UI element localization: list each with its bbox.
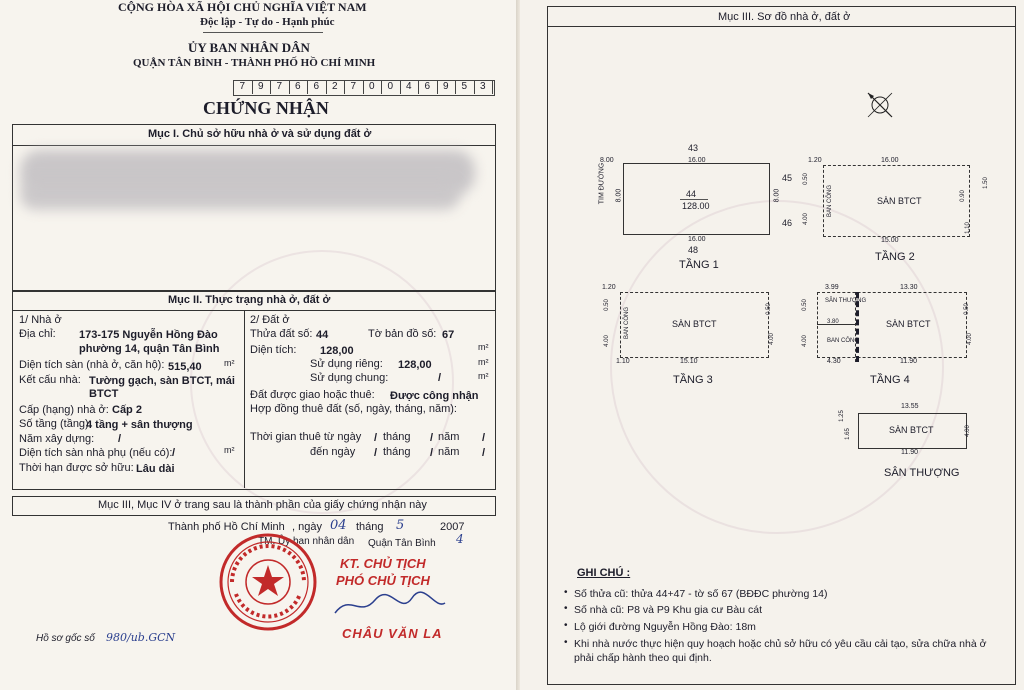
land-area-unit: m² (478, 342, 489, 352)
serial-digit: 5 (455, 80, 475, 94)
footer-note: Mục III, Mục IV ở trang sau là thành phần của giấy chứng nhận này (98, 499, 427, 511)
signer-role-2: PHÓ CHỦ TỊCH (336, 573, 430, 588)
serial-digit: 9 (437, 80, 457, 94)
shared-use-value: / (438, 372, 442, 384)
floor-1-depth-right: 8.00 (773, 188, 781, 203)
signing-year: 2007 (440, 521, 465, 533)
floor-3-side-a: 0.50 (603, 299, 610, 311)
floor-4-right-b: 4.00 (966, 333, 973, 345)
floor-3-bottom-left: 1.10 (616, 358, 630, 365)
floor-3-balcony: BAN CÔNG (624, 306, 631, 340)
year-built-value: / (118, 433, 122, 445)
structure-value-2: BTCT (89, 388, 119, 400)
floor-1-depth-left: 8.00 (615, 188, 623, 203)
north-arrow-icon (865, 90, 895, 120)
roof-top-dim: 13.55 (901, 403, 919, 410)
address-value: 173-175 Nguyễn Hồng Đào (79, 329, 218, 341)
private-use-unit: m² (478, 357, 489, 367)
floor-4-room: SÀN BTCT (886, 319, 931, 329)
signer-role-1: KT. CHỦ TỊCH (340, 556, 426, 571)
land-area-value: 128,00 (320, 345, 354, 357)
signer-name: CHÂU VĂN LA (342, 626, 443, 641)
floor-4-mid-dim: 3.80 (827, 319, 839, 325)
serial-digit: 6 (289, 80, 309, 94)
neighbor-45: 45 (782, 173, 793, 183)
floors-label: Số tầng (tầng): (19, 418, 92, 430)
grade-label: Cấp (hạng) nhà ở: (19, 404, 109, 416)
serial-digit: 7 (344, 80, 364, 94)
map-sheet-label: Tờ bản đồ số: (368, 328, 437, 340)
floor-3-right-dim: 4.00 (768, 333, 775, 345)
floor-4-label: TẦNG 4 (870, 374, 910, 386)
certificate-back-page (520, 0, 1024, 690)
note-item: Khi nhà nước thực hiện quy hoạch hoặc chủ sở hữu có yêu cầu cải tạo, sửa chữa nhà ở phải chấp hành theo qui định. (574, 638, 987, 664)
floor-3-left-dim: 1.20 (602, 284, 616, 291)
section-2-title: Mục II. Thực trạng nhà ở, đất ở (168, 294, 331, 306)
floor-2-side-c: 0.90 (959, 190, 966, 202)
aux-area-value: / (172, 447, 176, 459)
serial-digit: 3 (474, 80, 494, 94)
handwritten-note: 4 (456, 532, 464, 546)
lease-to-day: / (374, 447, 378, 459)
serial-digit: 7 (270, 80, 290, 94)
allocation-label: Đất được giao hoặc thuê: (250, 389, 375, 401)
on-behalf-label: TM. Ủy ban nhân dân (258, 536, 355, 547)
section-1-title: Mục I. Chủ sở hữu nhà ở và sử dụng đất ở (148, 128, 372, 140)
floor-4-bottom-dim: 4.30 (827, 358, 841, 365)
floor-4-right-a: 0.50 (963, 303, 970, 315)
notes-title: GHI CHÚ : (577, 567, 631, 579)
structure-label: Kết cấu nhà: (19, 374, 81, 386)
floor-4-left-a: 0.50 (801, 299, 808, 311)
land-heading: 2/ Đất ở (250, 314, 290, 326)
floor-2-left-dim: 1.20 (808, 157, 822, 164)
floor-3-side-b: 4.00 (603, 335, 610, 347)
floor-3-bottom-dim: 15.10 (680, 358, 698, 365)
certificate-title: CHỨNG NHẬN (203, 98, 329, 118)
note-bullet: • (564, 637, 568, 648)
floors-value: 4 tầng + sân thượng (86, 419, 193, 431)
lease-to-month-label: tháng (383, 446, 411, 458)
lease-from-year-label: năm (438, 431, 460, 443)
year-built-label: Năm xây dựng: (19, 433, 95, 445)
floor-3-side-c: 0.50 (765, 303, 772, 315)
lease-from-day: / (374, 432, 378, 444)
lease-to-label: đến ngày (310, 446, 356, 458)
floor-2-side-e: 1.10 (964, 222, 971, 234)
floor-2-room: SÀN BTCT (877, 196, 922, 206)
floor-2-label: TẦNG 2 (875, 251, 915, 263)
serial-digit: 2 (326, 80, 346, 94)
month-label: tháng (356, 521, 384, 533)
floor-4-top-left: 3.99 (825, 284, 839, 291)
official-red-seal (218, 532, 318, 632)
floor-4-bottom-right: 11.90 (900, 358, 917, 365)
serial-digit: 7 (233, 80, 253, 94)
roof-bottom-dim: 11.90 (901, 449, 918, 456)
lease-from-label: Thời gian thuê từ ngày (250, 431, 362, 443)
parcel-value: 44 (316, 329, 329, 341)
floor-1-parcel-no: 44 (686, 189, 697, 199)
private-use-value: 128,00 (398, 359, 432, 371)
on-behalf-district: Quận Tân Bình (368, 538, 436, 549)
floor-3-label: TẦNG 3 (673, 374, 713, 386)
floor-1-parcel-area: 128.00 (682, 201, 710, 211)
note-item: Số nhà cũ: P8 và P9 Khu gia cư Bàu cát (574, 604, 762, 616)
floor-2-side-d: 1.50 (982, 177, 989, 189)
roof-room: SÀN BTCT (889, 425, 934, 435)
floor-3-room: SÀN BTCT (672, 319, 717, 329)
structure-value: Tường gạch, sàn BTCT, mái (89, 375, 235, 387)
motto: Độc lập - Tự do - Hạnh phúc (200, 16, 335, 28)
term-label: Thời hạn được sở hữu: (19, 462, 134, 474)
lease-contract-label: Hợp đồng thuê đất (số, ngày, tháng, năm): (250, 403, 457, 415)
floor-2-side-b: 4.00 (802, 213, 809, 225)
country-title: CỘNG HÒA XÃ HỘI CHỦ NGHĨA VIỆT NAM (118, 0, 367, 14)
house-area-unit: m² (224, 358, 235, 368)
neighbor-48: 48 (688, 245, 699, 255)
floor-2-top-dim: 16.00 (881, 157, 899, 164)
private-use-label: Sử dụng riêng: (310, 358, 383, 370)
roof-right-dim: 4.00 (964, 425, 971, 437)
day-label: , ngày (292, 521, 322, 533)
note-bullet: • (564, 587, 568, 598)
floor-2-balcony: BAN CÔNG (827, 184, 834, 218)
lease-from-month: / (430, 432, 434, 444)
floor-4-left-b: 4.00 (801, 335, 808, 347)
road-label: TIM ĐƯỜNG (598, 162, 606, 205)
grade-value: Cấp 2 (112, 404, 142, 416)
neighbor-43: 43 (688, 143, 699, 153)
serial-digit: 4 (400, 80, 420, 94)
signing-month: 5 (396, 518, 405, 533)
roof-left-a: 1.25 (838, 410, 845, 422)
serial-digit: 9 (252, 80, 272, 94)
floor-4-top-right: 13.30 (900, 284, 918, 291)
neighbor-46: 46 (782, 218, 793, 228)
shared-use-label: Sử dụng chung: (310, 372, 389, 384)
file-number-value: 980/ub.GCN (106, 631, 176, 644)
aux-area-unit: m² (224, 445, 235, 455)
floor-2-bottom-dim: 15.00 (881, 237, 899, 244)
allocation-value: Được công nhận (390, 390, 479, 402)
floor-4-balcony: BAN CÔNG (827, 338, 860, 344)
roof-left-b: 1.65 (844, 428, 851, 440)
land-area-label: Diện tích: (250, 344, 297, 356)
parcel-label: Thửa đất số: (250, 328, 313, 340)
lease-from-year: / (482, 432, 486, 444)
address-label: Địa chỉ: (19, 328, 56, 340)
house-heading: 1/ Nhà ở (19, 314, 62, 326)
shared-use-unit: m² (478, 371, 489, 381)
aux-area-label: Diện tích sàn nhà phụ (nếu có): (19, 447, 173, 459)
address-value-2: phường 14, quận Tân Bình (79, 343, 220, 355)
lease-to-month: / (430, 447, 434, 459)
road-distance: 8.00 (600, 157, 614, 164)
note-item: Số thửa cũ: thửa 44+47 - tờ số 67 (BĐĐC phường 14) (574, 588, 828, 600)
lease-to-year-label: năm (438, 446, 460, 458)
signing-place: Thành phố Hồ Chí Minh (168, 521, 285, 533)
floor-1-label: TẦNG 1 (679, 259, 719, 271)
serial-digit: 0 (381, 80, 401, 94)
section-3-title: Mục III. Sơ đồ nhà ở, đất ở (718, 11, 851, 23)
house-area-label: Diện tích sàn (nhà ở, căn hộ): (19, 359, 165, 371)
term-value: Lâu dài (136, 463, 175, 475)
floor-1-width-bottom: 16.00 (688, 236, 706, 243)
floor-4-terrace: SÂN THƯỢNG (825, 298, 867, 304)
house-area-value: 515,40 (168, 361, 202, 373)
district-title: QUẬN TÂN BÌNH - THÀNH PHỐ HỒ CHÍ MINH (133, 57, 376, 69)
note-bullet: • (564, 603, 568, 614)
roof-label: SÂN THƯỢNG (884, 467, 960, 479)
note-bullet: • (564, 620, 568, 631)
lease-from-month-label: tháng (383, 431, 411, 443)
signature (330, 588, 450, 623)
map-sheet-value: 67 (442, 329, 455, 341)
serial-digit: 6 (307, 80, 327, 94)
note-item: Lộ giới đường Nguyễn Hồng Đào: 18m (574, 621, 756, 633)
lease-to-year: / (482, 447, 486, 459)
floor-2-side-a: 0.50 (802, 173, 809, 185)
floor-1-width: 16.00 (688, 157, 706, 164)
serial-digit: 0 (363, 80, 383, 94)
file-number-label: Hồ sơ gốc số (36, 633, 95, 644)
authority-title: ỦY BAN NHÂN DÂN (188, 40, 310, 55)
serial-digit: 6 (418, 80, 438, 94)
signing-day: 04 (330, 518, 347, 533)
